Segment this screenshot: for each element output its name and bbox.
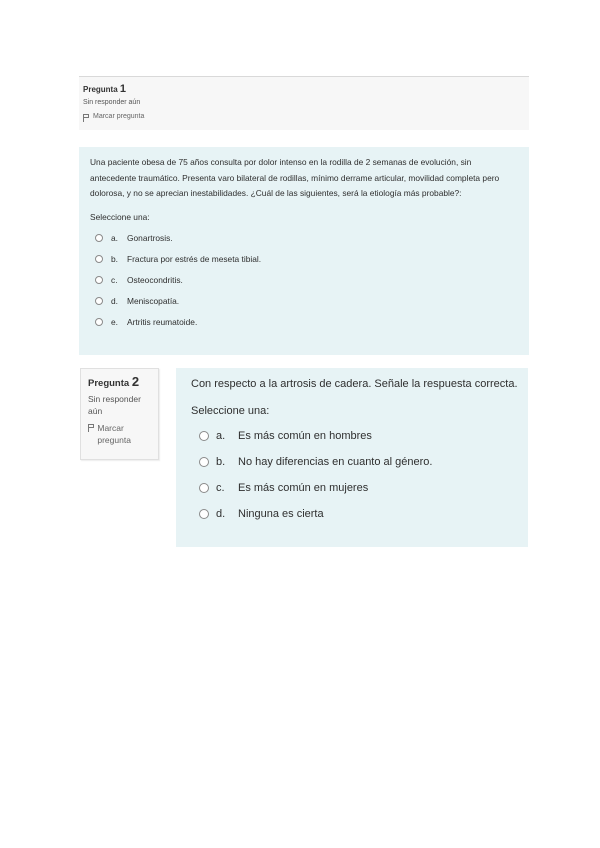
answer-option-c[interactable]: [90, 270, 519, 291]
answer-option-b[interactable]: [90, 249, 519, 270]
answer-option-a[interactable]: [191, 423, 528, 449]
flag-label: Marcar pregunta: [93, 113, 145, 120]
answer-option-e[interactable]: [90, 312, 519, 333]
flag-icon: [88, 424, 94, 431]
answer-option-b[interactable]: [191, 449, 528, 475]
question-2-state: Sin responder aún: [88, 394, 141, 416]
radio-button[interactable]: [199, 457, 209, 467]
answer-option-d[interactable]: [191, 501, 528, 527]
answer-text: Es más común en hombres: [238, 430, 372, 442]
answer-text: Gonartrosis.: [127, 233, 173, 244]
answer-letter: d.: [216, 508, 226, 520]
radio-button[interactable]: [199, 509, 209, 519]
answer-option-c[interactable]: [191, 475, 528, 501]
question-2-title: [88, 376, 158, 390]
radio-button[interactable]: [95, 276, 103, 284]
answer-text: Artritis reumatoide.: [127, 317, 198, 328]
answer-letter: a.: [216, 430, 226, 442]
question-number: 2: [131, 374, 140, 389]
flag-question-1-button[interactable]: [83, 112, 529, 122]
answer-letter: e.: [111, 317, 118, 328]
answer-letter: a.: [111, 233, 118, 244]
radio-button[interactable]: [199, 431, 209, 441]
flag-label: Marcar pregunta: [97, 423, 131, 445]
flag-question-2-button[interactable]: [88, 422, 154, 446]
question-2-info: [80, 368, 159, 460]
radio-button[interactable]: [95, 297, 103, 305]
radio-button[interactable]: [95, 255, 103, 263]
question-label: Pregunta: [83, 85, 118, 94]
question-label: Pregunta: [88, 378, 130, 389]
radio-button[interactable]: [199, 483, 209, 493]
question-1-title: [83, 83, 529, 96]
question-1-info: [79, 76, 529, 130]
answer-text: Es más común en mujeres: [238, 482, 369, 494]
question-1-text: Una paciente obesa de 75 años consulta por dolor intenso en la rodilla de 2 semanas de evolución, sin antecedente traumático. Presenta varo bilateral de rodillas, mínimo derrame articular, movilidad completa pero dolorosa, y no se aprecian inestabilidades. ¿Cuál de las siguientes, será la etiología más probable?:: [90, 157, 500, 199]
answer-option-a[interactable]: [90, 228, 519, 249]
answer-text: Osteocondritis.: [127, 275, 183, 286]
flag-icon: [83, 114, 90, 121]
answer-letter: c.: [216, 482, 225, 494]
question-1-answers: [90, 228, 519, 333]
answer-letter: b.: [111, 254, 118, 265]
question-2-text: Con respecto a la artrosis de cadera. Señale la respuesta correcta.: [191, 378, 518, 390]
radio-button[interactable]: [95, 234, 103, 242]
answer-letter: d.: [111, 296, 118, 307]
answer-text: Fractura por estrés de meseta tibial.: [127, 254, 262, 265]
answer-letter: b.: [216, 456, 226, 468]
question-1-content: [79, 147, 529, 355]
question-2-content: [176, 368, 528, 547]
radio-button[interactable]: [95, 318, 103, 326]
answer-text: Meniscopatía.: [127, 296, 180, 307]
answer-letter: c.: [111, 275, 118, 286]
question-number: 1: [119, 83, 127, 95]
question-2-answers: [191, 423, 528, 527]
answer-text: Ninguna es cierta: [238, 508, 324, 520]
question-1-prompt: Seleccione una:: [90, 211, 150, 222]
answer-text: No hay diferencias en cuanto al género.: [238, 456, 433, 468]
question-2-prompt: Seleccione una:: [191, 405, 270, 417]
answer-option-d[interactable]: [90, 291, 519, 312]
question-1-state: Sin responder aún: [83, 99, 141, 106]
